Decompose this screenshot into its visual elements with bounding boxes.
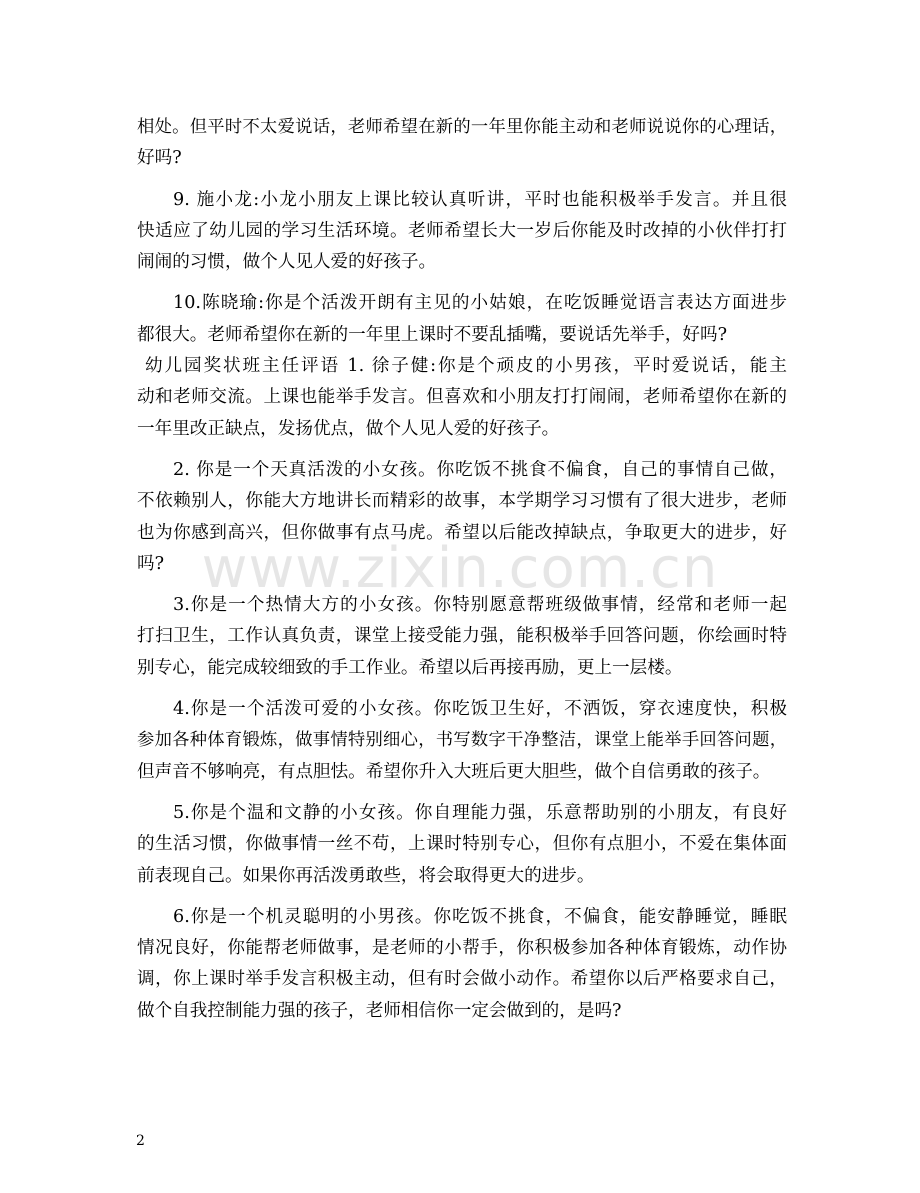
- section-heading-line: 幼儿园奖状班主任评语 1. 徐子健:你是个顽皮的小男孩，平时爱说话，能主: [145, 356, 787, 377]
- text-line: 快适应了幼儿园的学习生活环境。老师希望长大一岁后你能及时改掉的小伙伴打打: [137, 220, 787, 241]
- text-line: 相处。但平时不太爱说话，老师希望在新的一年里你能主动和老师说说你的心理话，: [137, 117, 787, 137]
- text-line: 做个自我控制能力强的孩子，老师相信你一定会做到的，是吗?: [137, 1000, 622, 1021]
- text-line: 2. 你是一个天真活泼的小女孩。你吃饭不挑食不偏食，自己的事情自己做，: [173, 459, 787, 480]
- text-line: 打扫卫生，工作认真负责，课堂上接受能力强，能积极举手回答问题，你绘画时特: [137, 626, 787, 647]
- text-line: 调，你上课时举手发言积极主动，但有时会做小动作。希望你以后严格要求自己，: [137, 969, 787, 990]
- text-line: 别专心，能完成较细致的手工作业。希望以后再接再励，更上一层楼。: [137, 657, 683, 678]
- paragraph-item-5: [137, 798, 787, 892]
- text-line: 好吗?: [137, 148, 182, 169]
- text-line: 都很大。老师希望你在新的一年里上课时不要乱插嘴，要说话先举手，好吗?: [137, 324, 728, 345]
- text-line: 闹闹的习惯，做个人见人爱的好孩子。: [137, 252, 437, 273]
- paragraph-continuation: [137, 112, 787, 175]
- text-line: 不依赖别人，你能大方地讲长而精彩的故事，本学期学习习惯有了很大进步，老师: [137, 491, 787, 512]
- document-body: [137, 112, 787, 1027]
- watermark: www.zixin.com.cn: [201, 536, 719, 601]
- paragraph-item-9: [137, 185, 787, 279]
- paragraph-item-10: [137, 288, 787, 351]
- text-line: 3.你是一个热情大方的小女孩。你特别愿意帮班级做事情，经常和老师一起: [173, 595, 787, 616]
- text-line: 6.你是一个机灵聪明的小男孩。你吃饭不挑食，不偏食，能安静睡觉，睡眠: [173, 906, 787, 927]
- text-line: 也为你感到高兴，但你做事有点马虎。希望以后能改掉缺点，争取更大的进步，好: [137, 522, 787, 543]
- text-line: 但声音不够响亮，有点胆怯。希望你升入大班后更大胆些，做个自信勇敢的孩子。: [137, 761, 771, 782]
- paragraph-section-heading: [137, 351, 787, 445]
- text-line: 9. 施小龙:小龙小朋友上课比较认真听讲，平时也能积极举手发言。并且很: [173, 189, 787, 210]
- page-number: 2: [136, 1133, 145, 1149]
- paragraph-item-4: [137, 694, 787, 788]
- paragraph-item-3: [137, 590, 787, 684]
- text-line: 动和老师交流。上课也能举手发言。但喜欢和小朋友打打闹闹，老师希望你在新的: [137, 387, 787, 408]
- text-line: 吗?: [137, 553, 165, 574]
- text-line: 5.你是个温和文静的小女孩。你自理能力强，乐意帮助别的小朋友，有良好: [173, 802, 787, 823]
- text-line: 10.陈晓瑜:你是个活泼开朗有主见的小姑娘，在吃饭睡觉语言表达方面进步: [173, 293, 787, 314]
- text-line: 情况良好，你能帮老师做事，是老师的小帮手，你积极参加各种体育锻炼，动作协: [137, 938, 787, 959]
- paragraph-item-6: [137, 902, 787, 1027]
- text-line: 参加各种体育锻炼，做事情特别细心，书写数字干净整洁，课堂上能举手回答问题，: [137, 730, 787, 751]
- text-line: 4.你是一个活泼可爱的小女孩。你吃饭卫生好，不洒饭，穿衣速度快，积极: [173, 699, 787, 720]
- text-line: 的生活习惯，你做事情一丝不苟，上课时特别专心，但你有点胆小，不爱在集体面: [137, 834, 787, 855]
- text-line: 一年里改正缺点，发扬优点，做个人见人爱的好孩子。: [137, 418, 560, 439]
- paragraph-item-2: [137, 455, 787, 580]
- text-line: 前表现自己。如果你再活泼勇敢些，将会取得更大的进步。: [137, 865, 595, 886]
